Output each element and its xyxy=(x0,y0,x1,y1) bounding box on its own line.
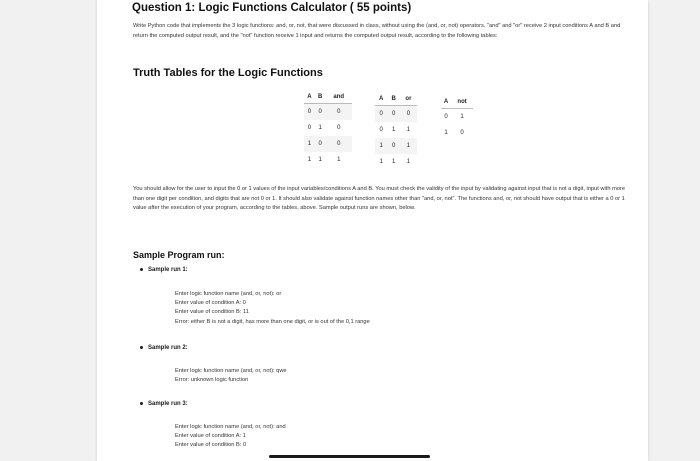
table-cell: 0 xyxy=(337,125,341,131)
sample-run-label-text: Sample run 1: xyxy=(148,267,188,273)
table-cell: 1 xyxy=(307,157,312,163)
table-cell: 0 xyxy=(375,106,387,123)
table-row xyxy=(304,136,352,152)
table-cell: 1 xyxy=(318,125,322,131)
table-header: A xyxy=(441,95,451,109)
not-truth-table xyxy=(441,95,473,141)
table-cell: 0 xyxy=(387,138,399,154)
bullet-icon xyxy=(140,268,143,271)
table-row xyxy=(375,122,417,138)
sample-run-3-label xyxy=(140,401,188,407)
sample-program-title: Sample Program run: xyxy=(133,250,225,260)
scroll-indicator[interactable] xyxy=(269,455,430,458)
output-line: Enter logic function name (and, or, not): or xyxy=(175,291,282,297)
table-cell: 1 xyxy=(391,159,396,165)
table-cell: 0 xyxy=(304,104,315,121)
and-truth-table xyxy=(304,90,352,168)
sample-run-1-output xyxy=(175,290,370,327)
question-title: Question 1: Logic Functions Calculator ( 55 points) xyxy=(132,2,412,14)
table-header: A xyxy=(375,92,387,106)
output-line: Enter value of condition B: 0 xyxy=(175,442,247,449)
table-header: not xyxy=(451,95,473,109)
bullet-icon xyxy=(140,402,143,405)
table-cell: 1 xyxy=(375,138,387,154)
table-row xyxy=(375,154,417,170)
table-cell: 1 xyxy=(379,159,383,165)
sample-run-2-label xyxy=(140,345,188,351)
table-row xyxy=(441,125,473,141)
table-row xyxy=(375,138,417,154)
table-row xyxy=(304,120,352,136)
table-cell: 1 xyxy=(444,130,448,136)
output-line: Enter value of condition B: 11 xyxy=(175,309,249,316)
question-intro: Write Python code that implements the 3 logic functions: and, or, not, that were discussed in class, without using the (and, or, not) operators. "and" and "or" receive 2 input conditions A and B and return the computed output result, and the "not" function receive 1 input and returns the computed output result, according to the following tables: xyxy=(133,23,621,39)
table-cell: 0 xyxy=(379,127,383,133)
table-cell: 1 xyxy=(406,159,411,165)
table-header: or xyxy=(400,92,417,106)
or-truth-table xyxy=(375,92,417,170)
table-cell: 1 xyxy=(391,127,396,133)
sample-run-1-label xyxy=(140,267,188,273)
table-header: A xyxy=(304,90,315,104)
table-cell: 0 xyxy=(400,106,417,123)
table-cell: 0 xyxy=(315,136,326,152)
table-header: and xyxy=(326,90,352,104)
table-row xyxy=(304,152,352,168)
table-row xyxy=(375,106,417,123)
table-cell: 1 xyxy=(460,114,464,120)
truth-tables-title: Truth Tables for the Logic Functions xyxy=(133,67,323,79)
table-cell: 1 xyxy=(406,127,411,133)
output-line: Enter value of condition A: 0 xyxy=(175,300,246,307)
table-row xyxy=(304,104,352,121)
table-cell: 0 xyxy=(326,104,352,121)
sample-run-2-output xyxy=(175,367,287,385)
table-cell: 1 xyxy=(400,138,417,154)
table-cell: 1 xyxy=(318,157,322,163)
table-cell: 0 xyxy=(315,104,326,121)
sample-run-label-text: Sample run 3: xyxy=(148,401,188,407)
table-row xyxy=(441,109,473,126)
output-line: Error: unknown logic function xyxy=(175,377,249,384)
output-line: Enter logic function name (and, or, not): and xyxy=(175,424,286,430)
sample-run-label-text: Sample run 2: xyxy=(148,345,188,351)
table-cell: 0 xyxy=(326,136,352,152)
table-cell: 1 xyxy=(337,157,341,163)
output-line: Enter logic function name (and, or, not): qwe xyxy=(175,368,287,374)
table-cell: 0 xyxy=(387,106,399,123)
output-line: Error: either B is not a digit, has more than one digit, or is out of the 0,1 range xyxy=(175,318,370,325)
validation-instructions: You should allow for the user to input the 0 or 1 values of the input variables/conditions A and B. You must check the validity of the input by validating against input that is not a digit, input with more than one digit per condition, and digits that are not 0 or 1. It should also validate against function names other than "and, or, not". The functions and, or, not should have output that is either a 0 or 1 value after the execution of your program, according to the tables, above. Sample output runs are shown, below. xyxy=(133,186,626,212)
output-line: Enter value of condition A: 1 xyxy=(175,433,246,440)
table-cell: 0 xyxy=(444,114,448,120)
table-cell: 0 xyxy=(307,125,312,131)
table-header: B xyxy=(387,92,399,106)
table-cell: 1 xyxy=(304,136,315,152)
bullet-icon xyxy=(140,346,143,349)
table-header: B xyxy=(315,90,326,104)
table-cell: 0 xyxy=(460,130,464,136)
sample-run-3-output xyxy=(175,423,286,451)
